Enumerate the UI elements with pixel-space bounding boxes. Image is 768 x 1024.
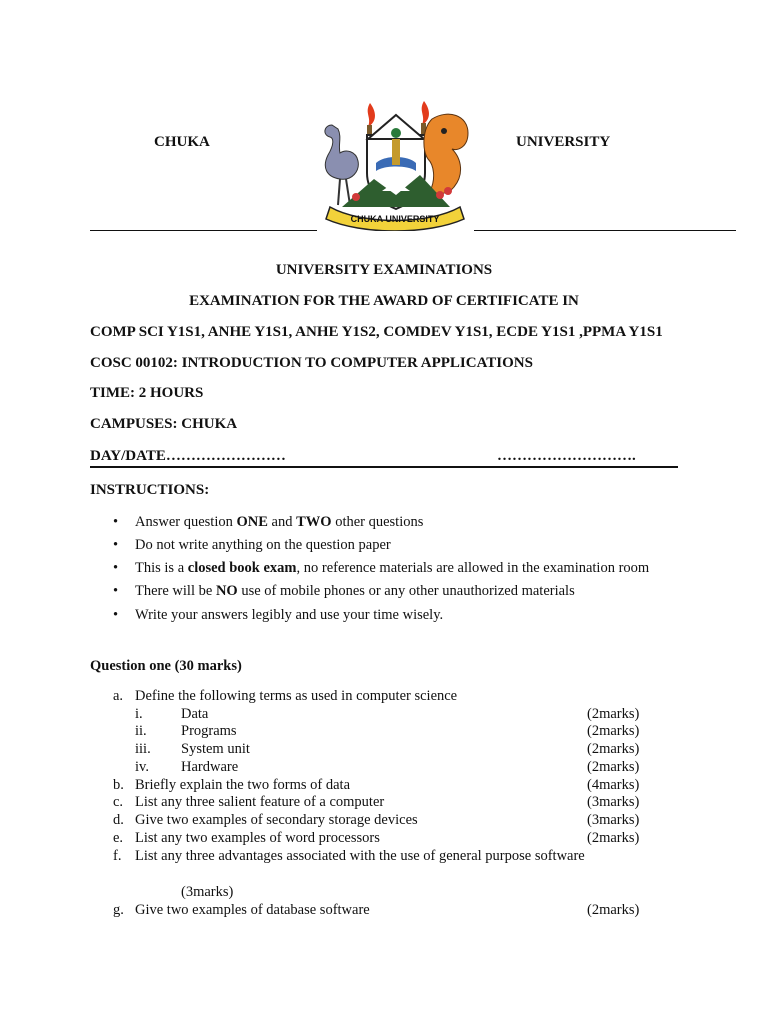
question-part-letter: c.	[113, 794, 124, 810]
header-rule-right	[474, 230, 736, 231]
sub-item-term: System unit	[181, 741, 250, 757]
sub-item-marks: (2marks)	[587, 741, 640, 757]
question-part-text: Give two examples of secondary storage devices	[135, 812, 418, 828]
exam-time: TIME: 2 HOURS	[90, 385, 204, 401]
question-part-f-text: List any three advantages associated with the use of general purpose software	[135, 848, 585, 864]
exam-day-date: DAY/DATE……………………	[90, 448, 286, 464]
question-part-a-letter: a.	[113, 688, 124, 704]
sub-item-term: Hardware	[181, 759, 239, 775]
question-part-text: Briefly explain the two forms of data	[135, 777, 351, 793]
sub-item-number: iii.	[135, 741, 151, 757]
question-part-g-letter: g.	[113, 902, 124, 918]
sub-item-number: iv.	[135, 759, 149, 775]
instruction-item: • Write your answers legibly and use your time wisely.	[113, 607, 444, 623]
question-part-letter: e.	[113, 830, 124, 846]
course-title: COSC 00102: INTRODUCTION TO COMPUTER APPLICATIONS	[90, 355, 533, 371]
sub-item-marks: (2marks)	[587, 706, 640, 722]
question-part-marks: (3marks)	[587, 794, 640, 810]
question-part-a-text: Define the following terms as used in computer science	[135, 688, 458, 704]
instruction-item: • There will be NO use of mobile phones or any other unauthorized materials	[113, 583, 575, 599]
question-part-g-text: Give two examples of database software	[135, 902, 370, 918]
right-flame-icon	[422, 101, 429, 125]
header-left-word: CHUKA	[154, 134, 210, 150]
header-right-word: UNIVERSITY	[516, 134, 611, 150]
question-one-heading: Question one (30 marks)	[90, 658, 242, 674]
sub-item-number: ii.	[135, 723, 147, 739]
question-part-marks: (3marks)	[587, 812, 640, 828]
banner-text: CHUKA UNIVERSITY	[350, 214, 440, 224]
left-flame-icon	[368, 103, 375, 127]
sub-item-marks: (2marks)	[587, 723, 640, 739]
sub-item-marks: (2marks)	[587, 759, 640, 775]
instruction-item: • This is a closed book exam, no reference materials are allowed in the examination room	[113, 560, 650, 576]
question-part-g-marks: (2marks)	[587, 902, 640, 918]
exam-campuses: CAMPUSES: CHUKA	[90, 416, 238, 432]
question-part-letter: b.	[113, 777, 124, 793]
lion-icon	[424, 114, 468, 193]
question-part-f-marks: (3marks)	[181, 884, 234, 900]
exam-title-line1: UNIVERSITY EXAMINATIONS	[275, 262, 493, 278]
question-part-text: List any two examples of word processors	[135, 830, 380, 846]
sub-item-term: Programs	[181, 723, 237, 739]
exam-programs: COMP SCI Y1S1, ANHE Y1S1, ANHE Y1S2, COMDEV Y1S1, ECDE Y1S1 ,PPMA Y1S1	[90, 324, 663, 340]
exam-date-dots: ……………………….	[497, 448, 636, 464]
question-part-letter: d.	[113, 812, 124, 828]
instruction-item: • Do not write anything on the question paper	[113, 537, 391, 553]
question-part-marks: (4marks)	[587, 777, 640, 793]
title-rule	[90, 466, 678, 468]
flamingo-icon	[325, 125, 358, 179]
instructions-label: INSTRUCTIONS:	[90, 482, 210, 498]
instruction-item: • Answer question ONE and TWO other questions	[113, 514, 424, 530]
sub-item-number: i.	[135, 706, 143, 722]
question-part-text: List any three salient feature of a computer	[135, 794, 385, 810]
question-part-f-letter: f.	[113, 848, 122, 864]
question-part-marks: (2marks)	[587, 830, 640, 846]
header-rule-left	[90, 230, 317, 231]
sub-item-term: Data	[181, 706, 209, 722]
university-crest-logo	[312, 95, 478, 231]
exam-title-line2: EXAMINATION FOR THE AWARD OF CERTIFICATE IN	[189, 293, 579, 309]
